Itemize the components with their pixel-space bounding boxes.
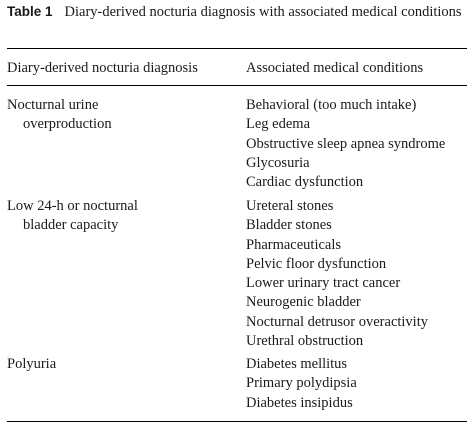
- condition-item: Obstructive sleep apnea syndrome: [246, 135, 446, 152]
- condition-item: Pelvic floor dysfunction: [246, 255, 387, 272]
- top-rule: [7, 48, 467, 49]
- header-rule: [7, 85, 467, 86]
- conditions-list: [246, 355, 467, 413]
- condition-item: Bladder stones: [246, 217, 332, 234]
- conditions-list: [246, 96, 467, 192]
- diagnosis-line: Polyuria: [7, 356, 57, 372]
- diagnosis-line: Nocturnal urine: [7, 97, 99, 113]
- diagnosis-cell: [7, 96, 227, 135]
- conditions-list: [246, 197, 467, 351]
- condition-item: Behavioral (too much intake): [246, 97, 417, 113]
- diagnosis-cell: [7, 197, 227, 236]
- condition-item: Diabetes insipidus: [246, 394, 353, 411]
- bottom-rule: [7, 421, 467, 422]
- diagnosis-line: overproduction: [23, 116, 112, 133]
- condition-item: Glycosuria: [246, 154, 310, 171]
- condition-item: Urethral obstruction: [246, 333, 364, 350]
- condition-item: Primary polydipsia: [246, 375, 357, 392]
- condition-item: Neurogenic bladder: [246, 294, 361, 311]
- header-diagnosis: Diary-derived nocturia diagnosis: [7, 60, 198, 76]
- condition-item: Pharmaceuticals: [246, 236, 342, 253]
- condition-item: Lower urinary tract cancer: [246, 275, 401, 292]
- table-figure: [7, 0, 467, 430]
- condition-item: Ureteral stones: [246, 198, 334, 214]
- condition-item: Leg edema: [246, 116, 311, 133]
- table-label: Table 1: [7, 4, 53, 19]
- table-caption: [7, 2, 467, 22]
- condition-item: Diabetes mellitus: [246, 356, 348, 372]
- header-conditions: Associated medical conditions: [246, 60, 424, 76]
- table-title: Diary-derived nocturia diagnosis with associated medical conditions: [64, 4, 462, 20]
- diagnosis-cell: [7, 355, 227, 374]
- condition-item: Cardiac dysfunction: [246, 174, 364, 191]
- diagnosis-line: Low 24-h or nocturnal: [7, 198, 138, 214]
- condition-item: Nocturnal detrusor overactivity: [246, 313, 428, 330]
- diagnosis-line: bladder capacity: [23, 217, 119, 234]
